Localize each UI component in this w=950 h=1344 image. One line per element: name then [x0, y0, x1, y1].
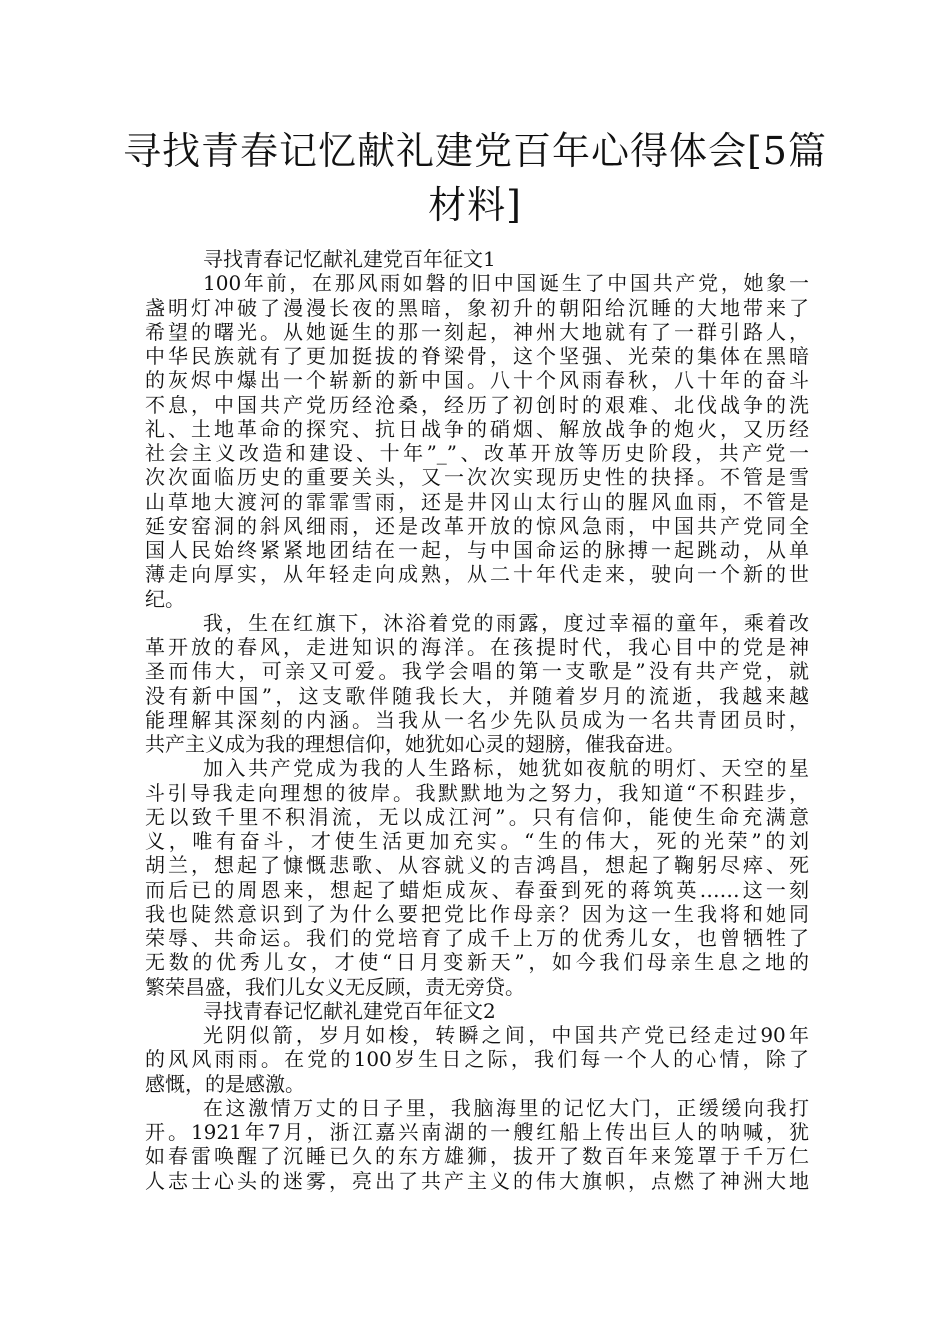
text-line: 我，生在红旗下，沐浴着党的雨露，度过幸福的童年，乘着改	[203, 610, 809, 635]
text-line: 礼、土地革命的探究、抗日战争的硝烟、解放战争的炮火，又历经	[145, 416, 809, 441]
text-line: 次次面临历史的重要关头，又一次次实现历史性的抉择。不管是雪	[145, 465, 809, 490]
text-line: 中华民族就有了更加挺拔的脊梁骨，这个坚强、光荣的集体在黑暗	[145, 344, 809, 368]
text-line: 如春雷唤醒了沉睡已久的东方雄狮，拔开了数百年来笼罩于千万仁	[145, 1144, 809, 1169]
text-line: 无以致千里不积涓流，无以成江河”。只有信仰，能使生命充满意	[145, 804, 809, 829]
text-line: 加入共产党成为我的人生路标，她犹如夜航的明灯、天空的星	[203, 756, 809, 781]
title-line: 寻找青春记忆献礼建党百年心得体会[5篇	[122, 129, 827, 173]
text-line: 没有新中国”，这支歌伴随我长大，并随着岁月的流逝，我越来越	[145, 683, 809, 708]
text-line: 国人民始终紧紧地团结在一起，与中国命运的脉搏一起跳动，从单	[145, 538, 809, 562]
text-line: 无数的优秀儿女，才使“日月变新天”，如今我们母亲生息之地的	[145, 950, 809, 975]
text-line: 光阴似箭，岁月如梭，转瞬之间，中国共产党已经走过90年	[203, 1023, 809, 1047]
text-line: 荣辱、共命运。我们的党培育了成千上万的优秀儿女，也曾牺牲了	[145, 926, 809, 950]
title-line: 材料]	[428, 183, 522, 227]
document-body	[145, 247, 809, 1193]
text-line: 开。1921年7月，浙江嘉兴南湖的一艘红船上传出巨人的呐喊，犹	[145, 1120, 809, 1144]
text-line: 希望的曙光。从她诞生的那一刻起，神州大地就有了一群引路人，	[145, 319, 809, 344]
text-line: 薄走向厚实，从年轻走向成熟，从二十年代走来，驶向一个新的世	[145, 562, 809, 587]
text-line: 的风风雨雨。在党的100岁生日之际，我们每一个人的心情，除了	[145, 1047, 809, 1072]
text-line: 胡兰，想起了慷慨悲歌、从容就义的吉鸿昌，想起了鞠躬尽瘁、死	[145, 853, 809, 878]
document-title	[110, 124, 840, 232]
text-line: 斗引导我走向理想的彼岸。我默默地为之努力，我知道“不积跬步，	[145, 780, 809, 805]
text-line: 纪。	[145, 586, 185, 611]
text-line: 在这激情万丈的日子里，我脑海里的记忆大门，正缓缓向我打	[203, 1095, 809, 1120]
text-line: 共产主义成为我的理想信仰，她犹如心灵的翅膀，催我奋进。	[145, 732, 685, 756]
text-line: 社会主义改造和建设、十年”_”、改革开放等历史阶段，共产党一	[145, 441, 809, 465]
text-line: 革开放的春风，走进知识的海洋。在孩提时代，我心目中的党是神	[145, 635, 809, 659]
text-line: 义，唯有奋斗，才使生活更加充实。“生的伟大，死的光荣”的刘	[145, 829, 809, 853]
text-line: 繁荣昌盛，我们儿女义无反顾，责无旁贷。	[145, 974, 525, 999]
text-line: 感慨，的是感激。	[145, 1071, 305, 1096]
text-line: 盏明灯冲破了漫漫长夜的黑暗，象初升的朝阳给沉睡的大地带来了	[145, 295, 809, 320]
text-line: 的灰烬中爆出一个崭新的新中国。八十个风雨春秋，八十年的奋斗	[145, 368, 809, 393]
text-line: 我也陡然意识到了为什么要把党比作母亲？因为这一生我将和她同	[145, 901, 809, 926]
text-line: 寻找青春记忆献礼建党百年征文2	[203, 998, 496, 1023]
text-line: 而后已的周恩来，想起了蜡炬成灰、春蚕到死的蒋筑英……这一刻	[145, 877, 809, 902]
text-line: 山草地大渡河的霏霏雪雨，还是井冈山太行山的腥风血雨，不管是	[145, 489, 809, 514]
text-line: 100年前，在那风雨如磐的旧中国诞生了中国共产党，她象一	[203, 271, 809, 296]
text-line: 能理解其深刻的内涵。当我从一名少先队员成为一名共青团员时，	[145, 707, 809, 732]
text-line: 寻找青春记忆献礼建党百年征文1	[203, 247, 496, 271]
text-line: 延安窑洞的斜风细雨，还是改革开放的惊风急雨，中国共产党同全	[145, 513, 809, 538]
text-line: 不息，中国共产党历经沧桑，经历了初创时的艰难、北伐战争的洗	[145, 392, 809, 417]
text-line: 人志士心头的迷雾，亮出了共产主义的伟大旗帜，点燃了神洲大地	[145, 1168, 809, 1193]
text-line: 圣而伟大，可亲又可爱。我学会唱的第一支歌是”没有共产党，就	[145, 659, 809, 684]
